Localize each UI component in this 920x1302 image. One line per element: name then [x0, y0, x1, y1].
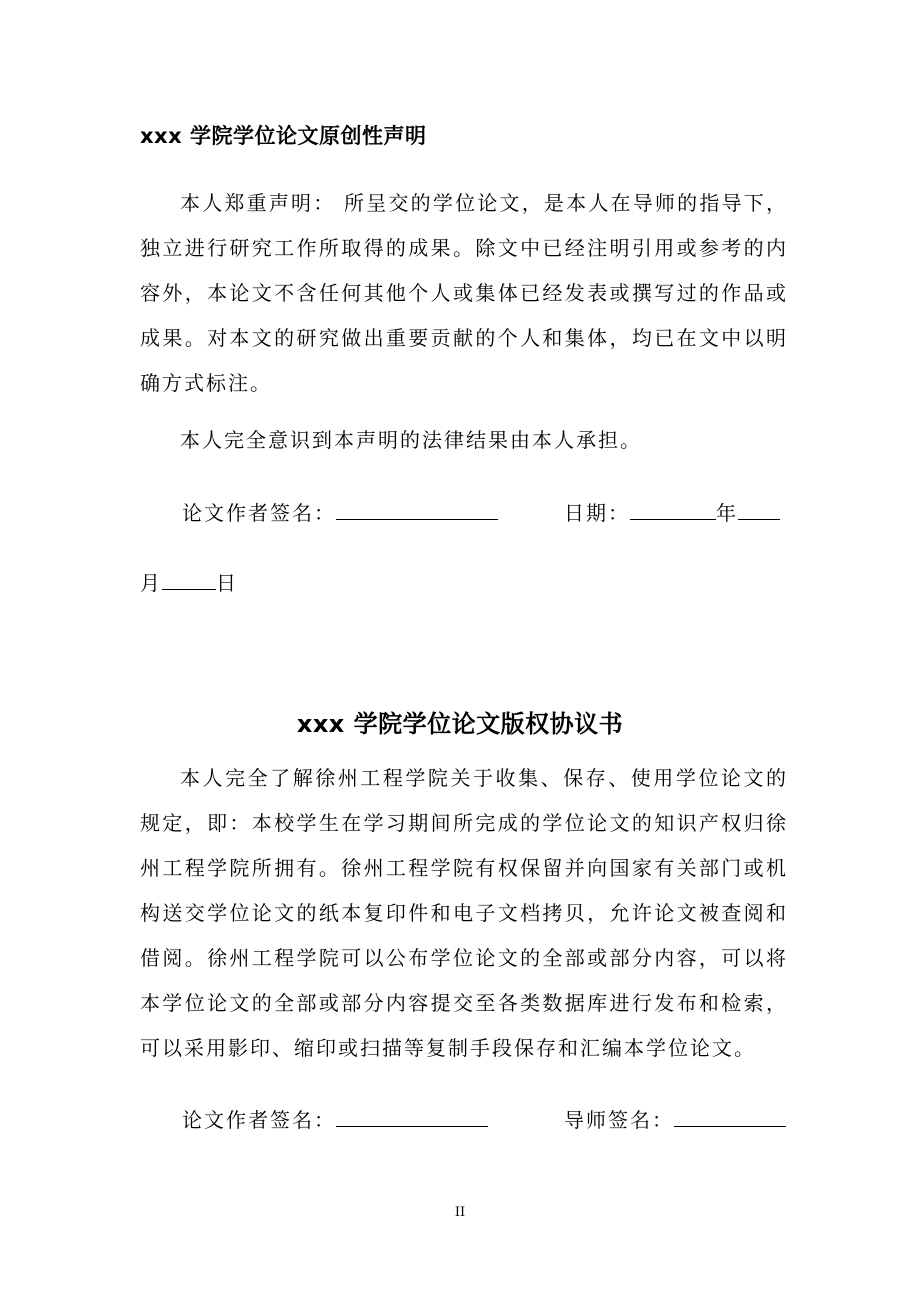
declaration-title: xxx 学院学位论文原创性声明 [140, 124, 427, 148]
declaration-year-blank[interactable] [630, 499, 716, 520]
agreement-paragraph [140, 756, 788, 1071]
agreement-title: xxx 学院学位论文版权协议书 [296, 710, 624, 738]
agreement-advisor-signature [564, 1104, 786, 1133]
declaration-month-label: 月 [140, 571, 162, 595]
agreement-paragraph-text: 本人完全了解徐州工程学院关于收集、保存、使用学位论文的规定，即：本校学生在学习期间所完成的学位论文的知识产权归徐州工程学院所拥有。徐州工程学院有权保留并向国家有关部门或机构送交学位论文的纸本复印件和电子文档拷贝，允许论文被查阅和借阅。徐州工程学院可以公布学位论文的全部或部分内容，可以将本学位论文的全部或部分内容提交至各类数据库进行发布和检索，可以采用影印、缩印或扫描等复制手段保存和汇编本学位论文。 [140, 766, 788, 1060]
agreement-author-signature-blank[interactable] [336, 1106, 488, 1127]
page-number: II [454, 1205, 466, 1220]
declaration-paragraph-1 [140, 181, 788, 406]
declaration-date-label: 日期： [564, 501, 630, 525]
declaration-paragraph-2-text: 本人完全意识到本声明的法律结果由本人承担。 [180, 428, 642, 452]
declaration-month-day [140, 567, 238, 596]
declaration-year-label: 年 [716, 501, 738, 525]
declaration-day-label: 日 [216, 571, 238, 595]
declaration-paragraph-2 [140, 418, 788, 463]
declaration-paragraph-1-text: 本人郑重声明： 所呈交的学位论文，是本人在导师的指导下，独立进行研究工作所取得的成果。除文中已经注明引用或参考的内容外，本论文不含任何其他个人或集体已经发表或撰写过的作品或成果。对本文的研究做出重要贡献的个人和集体，均已在文中以明确方式标注。 [140, 191, 788, 395]
declaration-author-signature [182, 497, 498, 526]
agreement-author-signature-label: 论文作者签名： [182, 1108, 336, 1132]
declaration-day-blank[interactable] [162, 569, 216, 590]
declaration-date [564, 497, 780, 526]
declaration-author-signature-label: 论文作者签名： [182, 501, 336, 525]
agreement-author-signature [182, 1104, 488, 1133]
declaration-author-signature-blank[interactable] [336, 499, 498, 520]
declaration-month-blank[interactable] [738, 499, 780, 520]
agreement-advisor-signature-blank[interactable] [674, 1106, 786, 1127]
agreement-advisor-signature-label: 导师签名： [564, 1108, 674, 1132]
